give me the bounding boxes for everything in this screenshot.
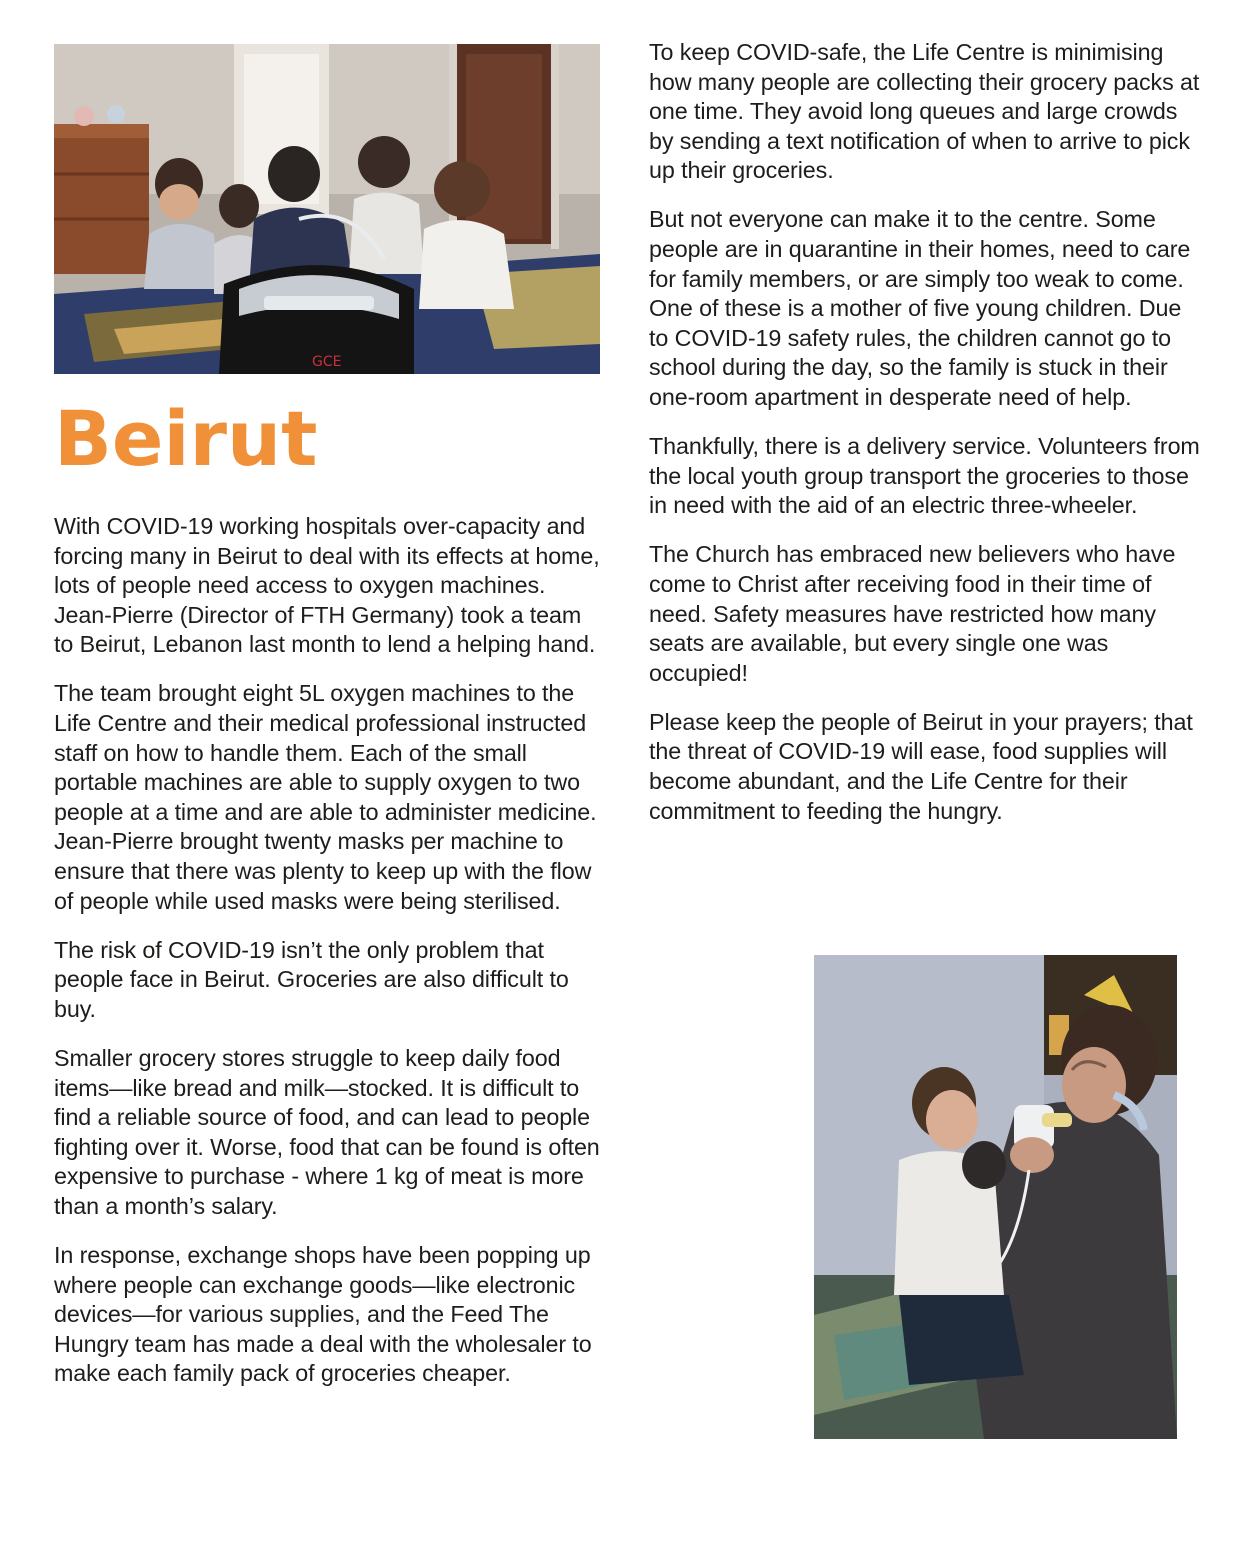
photo-mother-nebuliser-illustration — [814, 955, 1177, 1439]
paragraph: In response, exchange shops have been popping up where people can exchange goods—like electronic devices—for various supplies, and the Feed The Hungry team has made a deal with the wholesaler to make each family pack of groceries cheaper. — [54, 1242, 592, 1387]
photo-mother-nebuliser — [814, 955, 1177, 1439]
paragraph: With COVID-19 working hospitals over-capacity and forcing many in Beirut to deal with its effects at home, lots of people need access to oxygen machines. Jean-Pierre (Director of FTH Germany) took a team to Beirut, Lebanon last month to lend a helping hand. — [54, 513, 600, 658]
paragraph: The Church has embraced new believers who have come to Christ after receiving food in their time of need. Safety measures have restricted how many seats are available, but every single one was occupied! — [649, 541, 1176, 686]
paragraph: Please keep the people of Beirut in your prayers; that the threat of COVID-19 will ease, food supplies will become abundant, and the Life Centre for their commitment to feeding the hungry. — [649, 708, 1193, 824]
paragraph: Smaller grocery stores struggle to keep daily food items—like bread and milk—stocked. It is difficult to find a reliable source of food, and can lead to people fighting over it. Worse, food that can be found is often expensive to purchase - where 1 kg of meat is more than a month’s salary. — [54, 1045, 600, 1219]
photo-children-oxygen-machine — [54, 44, 600, 374]
right-column — [649, 38, 1205, 846]
left-body-text — [54, 512, 606, 1389]
paragraph: The risk of COVID-19 isn’t the only problem that people face in Beirut. Groceries are also difficult to buy. — [54, 936, 569, 1022]
photo-children-oxygen-machine-illustration — [54, 44, 600, 374]
paragraph: Thankfully, there is a delivery service. Volunteers from the local youth group transport the groceries to those in need with the aid of an electric three-wheeler. — [649, 433, 1200, 519]
left-column — [54, 44, 606, 1409]
paragraph: To keep COVID-safe, the Life Centre is minimising how many people are collecting their grocery packs at one time. They avoid long queues and large crowds by sending a text notification of when to arrive to pick up their groceries. — [649, 39, 1200, 184]
brand-mark-text: GCE — [312, 354, 342, 370]
paragraph: The team brought eight 5L oxygen machines to the Life Centre and their medical professional instructed staff on how to handle them. Each of the small portable machines are able to supply oxygen to two people at a time and are able to administer medicine. Jean-Pierre brought twenty masks per machine to ensure that there was plenty to keep up with the flow of people while used masks were being sterilised. — [54, 680, 597, 914]
paragraph: But not everyone can make it to the centre. Some people are in quarantine in their homes, need to care for family members, or are simply too weak to come. One of these is a mother of five young children. Due to COVID-19 safety rules, the children cannot go to school during the day, so the family is stuck in their one-room apartment in desperate need of help. — [649, 206, 1191, 411]
page-title: Beirut — [54, 394, 318, 483]
